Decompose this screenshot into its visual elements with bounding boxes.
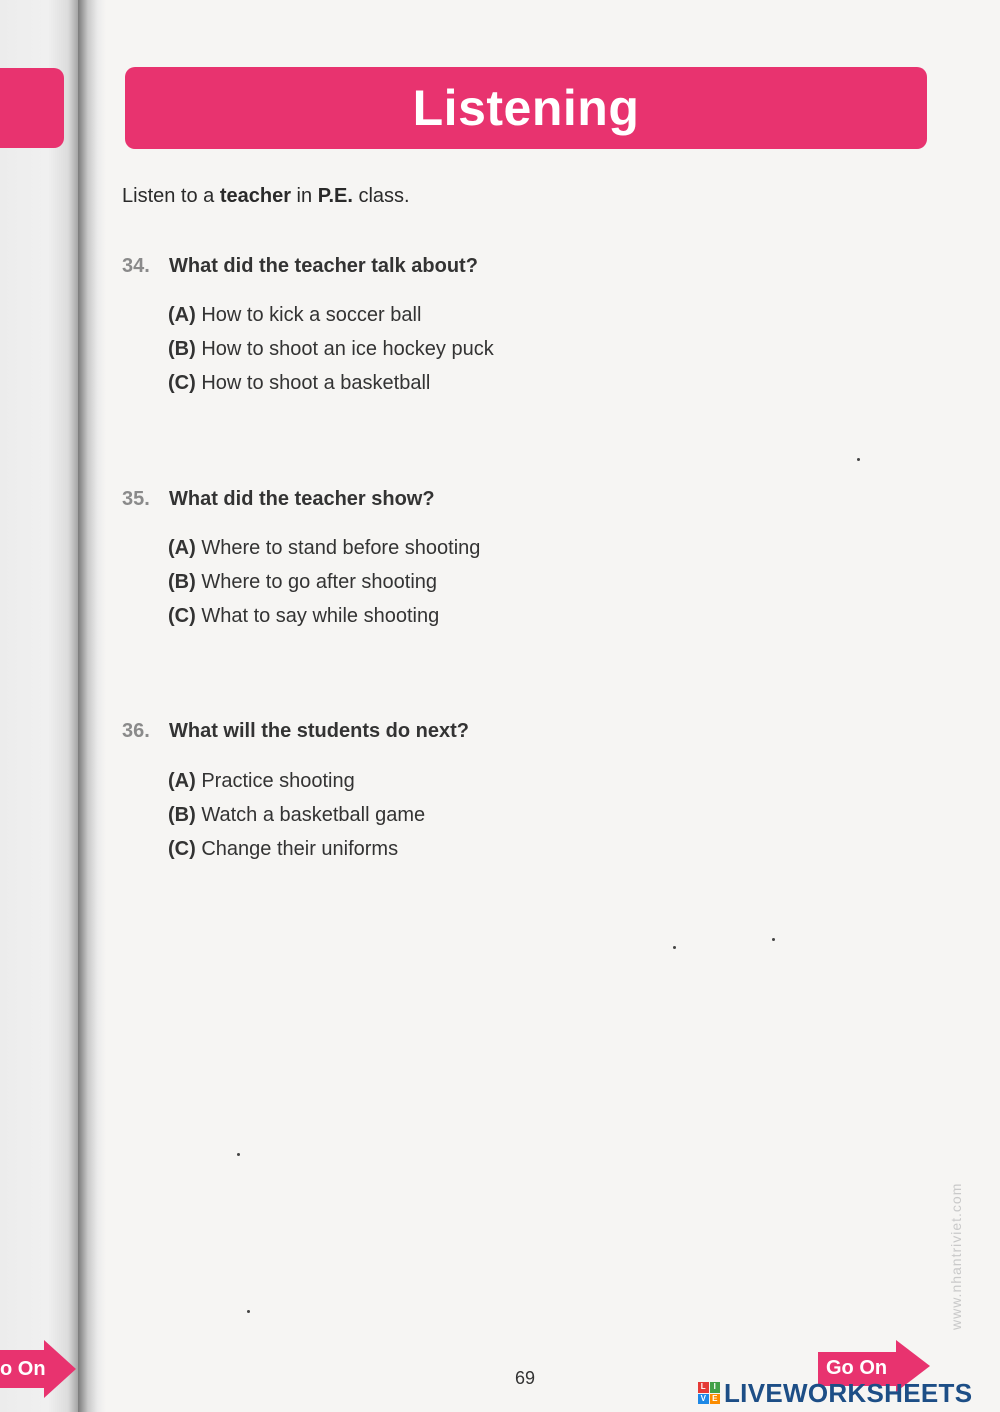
- option-b[interactable]: [168, 565, 480, 599]
- badge-letter: L: [698, 1382, 709, 1393]
- option-c[interactable]: [168, 599, 480, 633]
- previous-page-edge: [0, 0, 80, 1412]
- instruction-bold-teacher: teacher: [219, 185, 291, 207]
- option-a[interactable]: [168, 531, 480, 565]
- publisher-watermark: www.nhantriviet.com: [948, 1182, 964, 1330]
- scan-speck: [772, 938, 775, 941]
- question-text: What did the teacher show?: [169, 488, 435, 510]
- badge-letter: V: [698, 1394, 709, 1405]
- liveworksheets-logo[interactable]: [698, 1378, 972, 1408]
- option-text: How to kick a soccer ball: [201, 304, 422, 326]
- option-text: How to shoot an ice hockey puck: [201, 338, 494, 360]
- instruction-bold-pe: P.E.: [317, 185, 353, 207]
- option-letter: (C): [168, 838, 196, 860]
- question-number: 36.: [122, 720, 150, 742]
- book-spine: [78, 0, 106, 1412]
- question-35: [122, 488, 435, 511]
- instruction-prefix: Listen to a: [122, 185, 220, 207]
- option-b[interactable]: [168, 798, 425, 832]
- option-text: Practice shooting: [201, 770, 355, 792]
- option-letter: (A): [168, 537, 196, 559]
- go-on-label: Go On: [826, 1357, 888, 1379]
- option-b[interactable]: [168, 332, 494, 366]
- option-letter: (C): [168, 372, 196, 394]
- option-letter: (B): [168, 571, 196, 593]
- options-35: [168, 531, 480, 633]
- instruction-middle: in: [291, 185, 318, 207]
- option-text: Where to stand before shooting: [201, 537, 481, 559]
- option-c[interactable]: [168, 366, 494, 400]
- option-letter: (B): [168, 804, 196, 826]
- question-text: What did the teacher talk about?: [169, 255, 478, 277]
- page-number: 69: [514, 1368, 536, 1388]
- option-letter: (B): [168, 338, 196, 360]
- previous-page-banner: [0, 68, 64, 148]
- question-text: What will the students do next?: [169, 720, 469, 742]
- previous-go-on-label: o On: [0, 1358, 46, 1380]
- question-number: 35.: [122, 488, 150, 510]
- option-text: Change their uniforms: [201, 838, 399, 860]
- scan-speck: [237, 1153, 240, 1156]
- option-a[interactable]: [168, 298, 494, 332]
- option-text: Where to go after shooting: [201, 571, 438, 593]
- badge-letter: I: [710, 1382, 721, 1393]
- option-letter: (A): [168, 770, 196, 792]
- option-text: What to say while shooting: [201, 605, 440, 627]
- question-number: 34.: [122, 255, 150, 277]
- scan-speck: [857, 458, 860, 461]
- question-34: [122, 255, 478, 278]
- option-text: How to shoot a basketball: [201, 372, 431, 394]
- options-34: [168, 298, 494, 400]
- section-banner: [125, 67, 927, 149]
- option-a[interactable]: [168, 764, 425, 798]
- liveworksheets-badge-icon: [698, 1382, 720, 1404]
- option-letter: (C): [168, 605, 196, 627]
- liveworksheets-wordmark: LIVEWORKSHEETS: [724, 1377, 973, 1408]
- instruction-text: [122, 185, 410, 208]
- instruction-suffix: class.: [352, 185, 410, 207]
- option-c[interactable]: [168, 832, 425, 866]
- option-letter: (A): [168, 304, 196, 326]
- scan-speck: [673, 946, 676, 949]
- badge-letter: E: [710, 1394, 721, 1405]
- options-36: [168, 764, 425, 866]
- option-text: Watch a basketball game: [201, 804, 426, 826]
- scan-speck: [247, 1310, 250, 1313]
- section-title: Listening: [412, 80, 640, 136]
- question-36: [122, 720, 469, 743]
